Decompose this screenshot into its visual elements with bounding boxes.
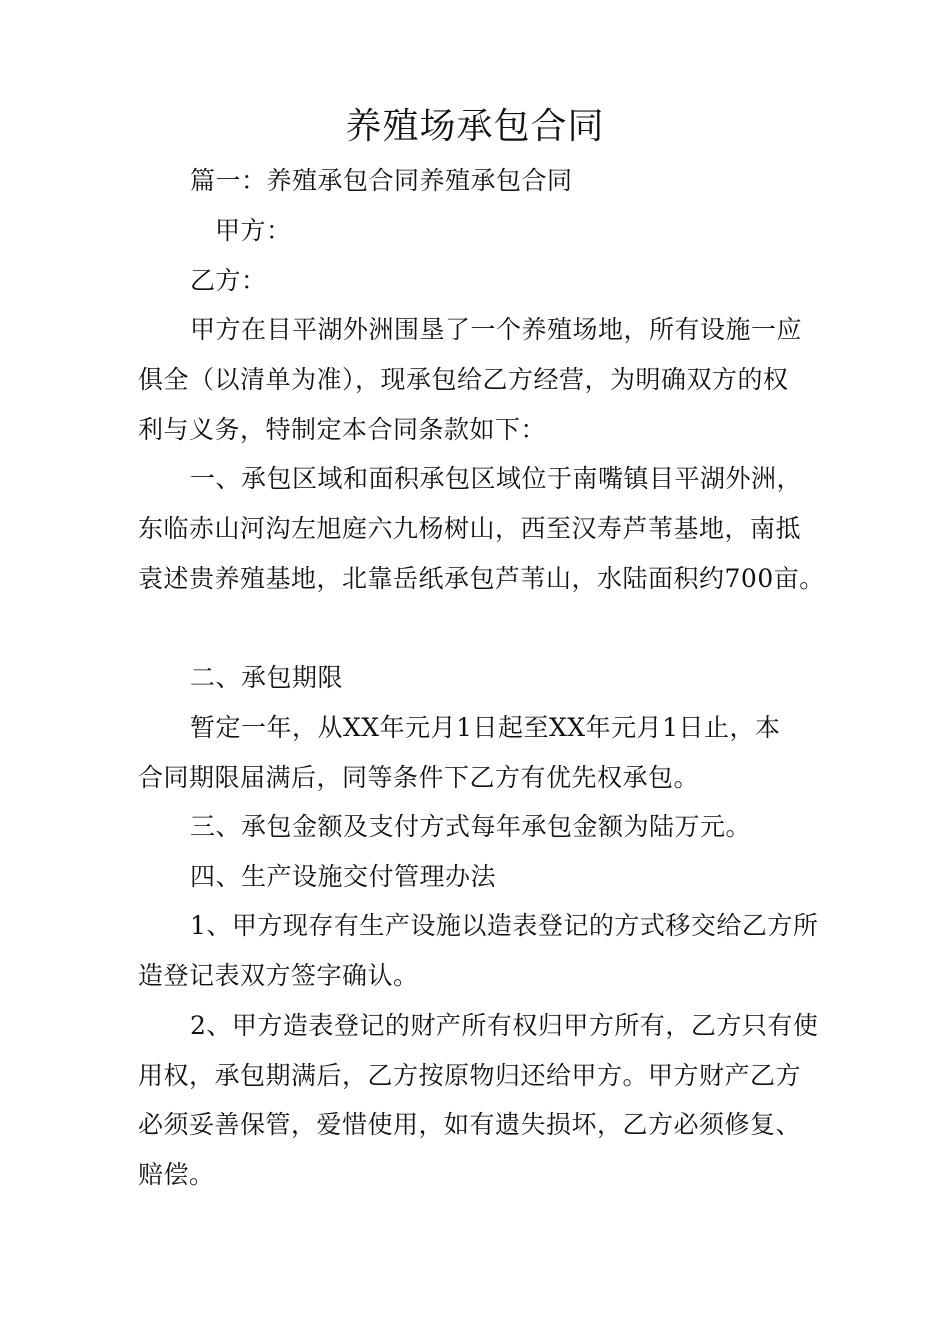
paragraph-line: 赔偿。 (138, 1160, 215, 1189)
clause-heading: 三、承包金额及支付方式每年承包金额为陆万元。 (190, 812, 752, 841)
clause-heading: 四、生产设施交付管理办法 (190, 862, 497, 891)
document-title: 养殖场承包合同 (345, 106, 605, 147)
paragraph-line: 一、承包区域和面积承包区域位于南嘴镇目平湖外洲， (190, 464, 803, 493)
paragraph-line: 必须妥善保管，爱惜使用，如有遗失损坏，乙方必须修复、 (138, 1110, 802, 1139)
paragraph-line: 俱全（以清单为准），现承包给乙方经营，为明确双方的权 (138, 365, 789, 394)
party-b-label: 乙方： (190, 266, 267, 295)
paragraph-line: 合同期限届满后，同等条件下乙方有优先权承包。 (138, 763, 700, 792)
clause-heading: 二、承包期限 (190, 663, 344, 692)
paragraph-line: 用权，承包期满后，乙方按原物归还给甲方。甲方财产乙方 (138, 1061, 802, 1090)
paragraph-line: 东临赤山河沟左旭庭六九杨树山，西至汉寿芦苇基地，南抵 (138, 514, 802, 543)
paragraph-line: 暂定一年，从XX年元月1日起至XX年元月1日止，本 (190, 713, 781, 742)
paragraph-line: 甲方在目平湖外洲围垦了一个养殖场地，所有设施一应 (190, 315, 803, 344)
paragraph-line: 袁述贵养殖基地，北靠岳纸承包芦苇山，水陆面积约700亩。 (138, 564, 825, 593)
paragraph-line: 利与义务，特制定本合同条款如下： (138, 415, 547, 444)
paragraph-line: 1、甲方现存有生产设施以造表登记的方式移交给乙方所 (190, 911, 819, 940)
paragraph-line: 造登记表双方签字确认。 (138, 961, 419, 990)
section-heading: 篇一：养殖承包合同养殖承包合同 (190, 166, 573, 195)
party-a-label: 甲方： (215, 216, 292, 245)
paragraph-line: 2、甲方造表登记的财产所有权归甲方所有，乙方只有使 (190, 1011, 819, 1040)
